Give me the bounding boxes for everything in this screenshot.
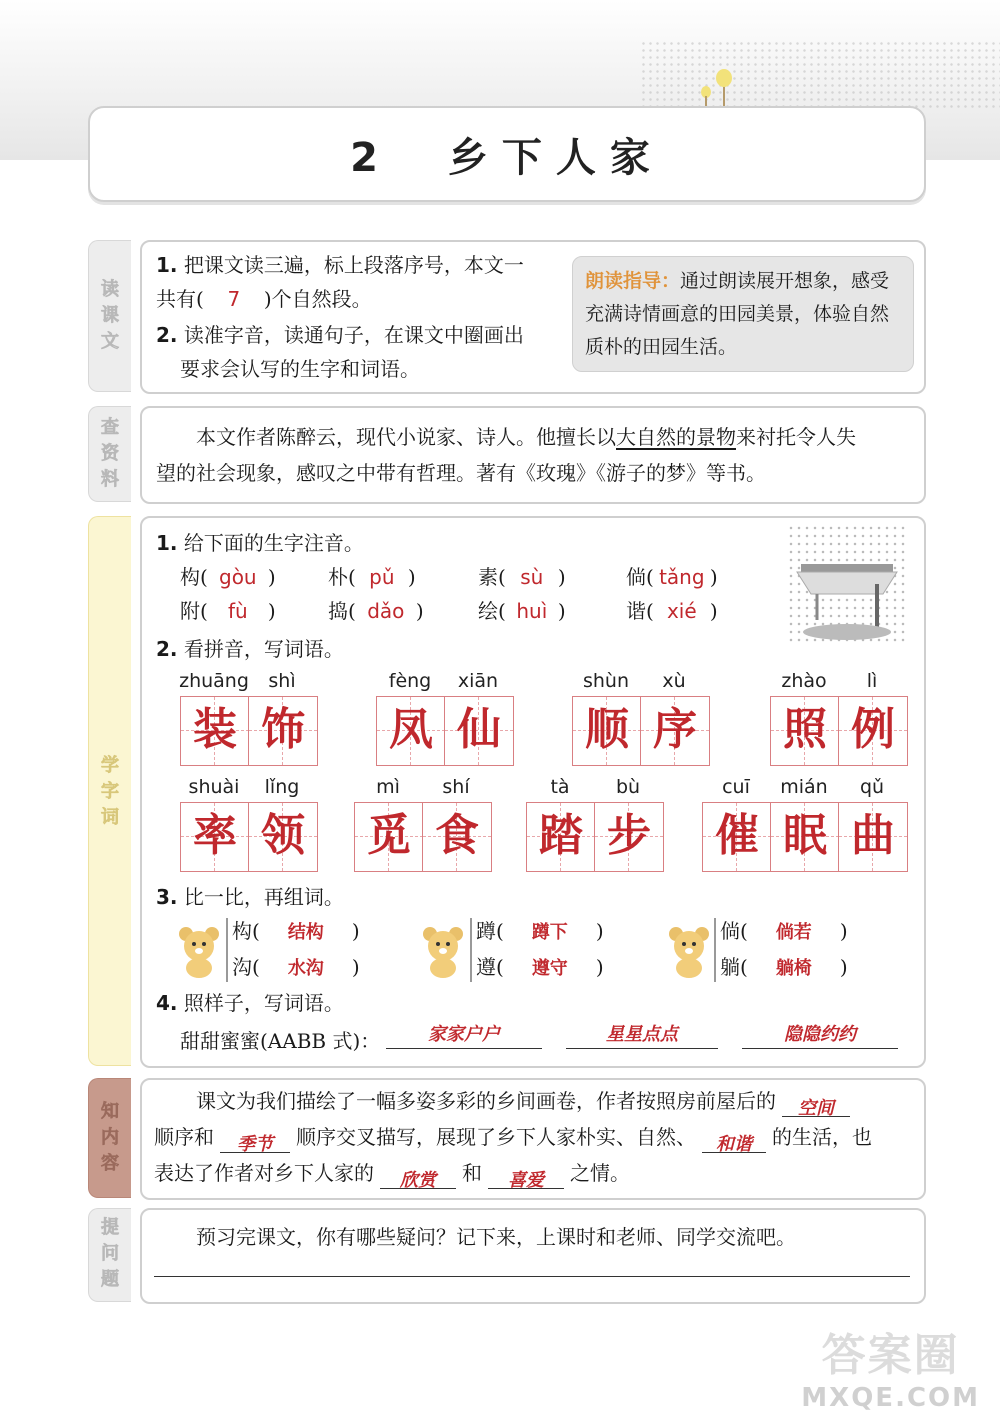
tab-read-text: [88, 240, 131, 392]
content-line2: 顺序和 季节 顺序交叉描写，展现了乡下人家朴实、自然、 和谐 的生活，也: [154, 1125, 872, 1155]
pinyin-label: qǔ: [859, 776, 885, 798]
pinyin-label: mì: [376, 776, 400, 798]
pinyin-item: 绘( huì ): [478, 599, 566, 623]
answer-blank: 星星点点: [566, 1020, 718, 1049]
compare-item: 遵( 遵守 ): [476, 955, 604, 979]
pinyin-label: mián: [780, 776, 828, 798]
compare-item: 蹲( 蹲下 ): [476, 919, 604, 943]
pinyin-label: zhuāng: [179, 670, 249, 692]
paragraph-count-answer: 7: [227, 287, 241, 311]
pinyin-item: 谐( xié ): [626, 599, 718, 623]
char-grid: 领: [248, 802, 318, 872]
pinyin-label: shí: [442, 776, 470, 798]
pinyin-label: shuài: [188, 776, 240, 798]
pinyin-label: bù: [615, 776, 641, 798]
bear-icon: [176, 924, 222, 978]
pinyin-item: 构( gòu ): [180, 565, 276, 589]
pinyin-label: lì: [866, 670, 878, 692]
bear-icon: [666, 924, 712, 978]
tab-content: [88, 1078, 131, 1198]
compare-item: 躺( 躺椅 ): [720, 955, 848, 979]
winter-scene-image: [787, 524, 907, 644]
pinyin-item: 倘( tǎng ): [626, 565, 718, 589]
bracket: [226, 918, 228, 982]
lesson-name: 乡下人家: [447, 135, 664, 181]
compare-item: 沟( 水沟 ): [232, 955, 360, 979]
title-box: [88, 106, 926, 202]
pinyin-item: 素( sù ): [478, 565, 566, 589]
read-item2-line1: 2. 读准字音，读通句子，在课文中圈画出: [156, 323, 524, 347]
char-grid: 序: [640, 696, 710, 766]
read-item1-line1: 1. 把课文读三遍，标上段落序号，本文一: [156, 253, 524, 277]
materials-line2: 望的社会现象，感叹之中带有哲理。著有《玫瑰》《游子的梦》等书。: [156, 461, 766, 485]
answer-blank: 隐隐约约: [742, 1020, 898, 1049]
char-grid: 照: [770, 696, 840, 766]
tab-materials-label: 查 资 料: [101, 417, 119, 490]
lesson-number: 2: [350, 135, 392, 181]
watermark-logo: 答案圈 MXQE.COM: [801, 1330, 980, 1413]
char-grid: 踏: [526, 802, 596, 872]
materials-line1: 本文作者陈醉云，现代小说家、诗人。他擅长以大自然的景物来衬托令人失: [196, 425, 856, 449]
tab-words-label: 学 字 词: [101, 755, 119, 828]
pinyin-label: cuī: [722, 776, 750, 798]
char-grid: 眠: [770, 802, 840, 872]
char-grid: 催: [702, 802, 772, 872]
pinyin-item: 朴( pǔ ): [328, 565, 416, 589]
char-grid: 凤: [376, 696, 446, 766]
char-grid: 曲: [838, 802, 908, 872]
char-grid: 仙: [444, 696, 514, 766]
pinyin-label: lǐng: [264, 776, 300, 798]
words-q2: 2. 看拼音，写词语。: [156, 637, 344, 661]
pinyin-label: shùn: [582, 670, 630, 692]
char-grid: 率: [180, 802, 250, 872]
pinyin-item: 捣( dǎo ): [328, 599, 424, 623]
lesson-title: [90, 126, 924, 183]
char-grid: 饰: [248, 696, 318, 766]
char-grid: 食: [422, 802, 492, 872]
questions-answer-line[interactable]: [154, 1276, 910, 1277]
read-item1-line2: 共有( 7 )个自然段。: [156, 282, 372, 316]
char-grid: 步: [594, 802, 664, 872]
char-grid: 顺: [572, 696, 642, 766]
questions-prompt: 预习完课文，你有哪些疑问？记下来，上课时和老师、同学交流吧。: [196, 1225, 796, 1249]
pinyin-label: fèng: [388, 670, 432, 692]
pinyin-label: xù: [662, 670, 686, 692]
bracket: [714, 918, 716, 982]
tab-words: [88, 516, 131, 1066]
bracket: [470, 918, 472, 982]
tab-materials: [88, 406, 131, 502]
compare-item: 倘( 倘若 ): [720, 919, 848, 943]
pinyin-label: xiān: [457, 670, 499, 692]
words-q1: 1. 给下面的生字注音。: [156, 531, 364, 555]
words-q4: 4. 照样子，写词语。: [156, 991, 344, 1015]
pinyin-label: shì: [268, 670, 296, 692]
pinyin-label: zhào: [781, 670, 827, 692]
char-grid: 觅: [354, 802, 424, 872]
tab-questions-label: 提 问 题: [101, 1217, 119, 1290]
words-q3: 3. 比一比，再组词。: [156, 885, 344, 909]
reading-guide-box: 朗读指导：通过朗读展开想象，感受 充满诗情画意的田园美景，体验自然 质朴的田园生活。: [572, 256, 914, 372]
read-item2-line2: 要求会认写的生字和词语。: [180, 357, 420, 381]
bear-icon: [420, 924, 466, 978]
pinyin-item: 附( fù ): [180, 599, 276, 623]
char-grid: 装: [180, 696, 250, 766]
tab-read-text-label: 读 课 文: [101, 279, 119, 352]
words-q4-example: 甜甜蜜蜜(AABB 式)：: [180, 1029, 381, 1053]
content-line3: 表达了作者对乡下人家的 欣赏 和 喜爱 之情。: [154, 1161, 630, 1191]
tab-content-label: 知 内 容: [101, 1101, 119, 1174]
answer-blank: 家家户户: [386, 1020, 542, 1049]
reading-guide-title: 朗读指导：: [585, 270, 681, 292]
compare-item: 构( 结构 ): [232, 919, 360, 943]
tab-questions: [88, 1208, 131, 1302]
content-line1: 课文为我们描绘了一幅多姿多彩的乡间画卷，作者按照房前屋后的 空间: [196, 1084, 850, 1118]
pinyin-label: tà: [550, 776, 570, 798]
char-grid: 例: [838, 696, 908, 766]
